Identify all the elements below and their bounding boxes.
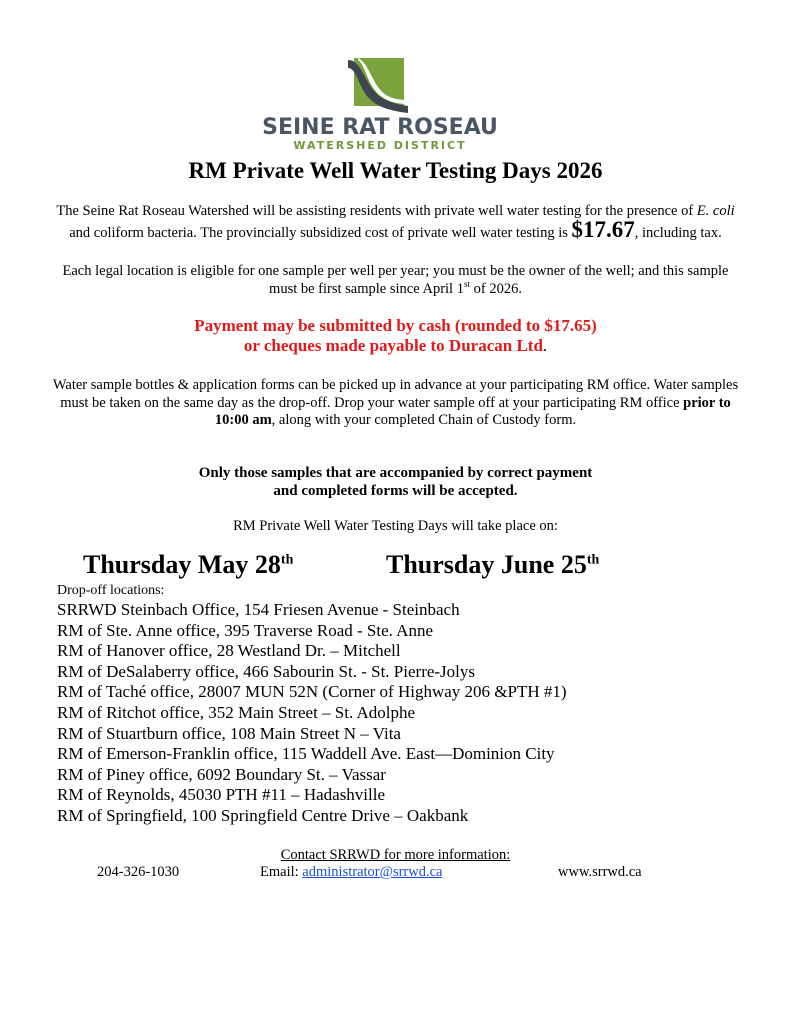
contact-phone: 204-326-1030 bbox=[97, 864, 180, 880]
eligibility-text: Each legal location is eligible for one sample per well per year; you must be the owner of the well; and this sample must be first sample since April 1 bbox=[62, 263, 729, 297]
location-item: RM of Springfield, 100 Springfield Centre Drive – Oakbank bbox=[57, 805, 469, 825]
location-item: RM of Ste. Anne office, 395 Traverse Road - Ste. Anne bbox=[57, 620, 434, 640]
eligibility-text-end: of 2026. bbox=[473, 280, 522, 297]
date-may-sup: th bbox=[280, 552, 294, 568]
contact-title: Contact SRRWD for more information: bbox=[280, 847, 511, 863]
dropoff-locations-list bbox=[57, 600, 567, 827]
intro-line3: , including tax. bbox=[634, 224, 722, 241]
contact-website: www.srrwd.ca bbox=[558, 864, 642, 880]
contact-email bbox=[260, 864, 442, 881]
location-item: RM of Emerson-Franklin office, 115 Waddell Ave. East—Dominion City bbox=[57, 744, 555, 764]
dropoff-title: Drop-off locations: bbox=[57, 583, 165, 598]
intro-paragraph bbox=[50, 203, 741, 242]
srrwd-logo bbox=[250, 58, 510, 153]
payment-notice bbox=[0, 316, 791, 356]
payment-line2: or cheques made payable to Duracan Ltd bbox=[243, 336, 543, 355]
pickup-text: Water sample bottles & application forms can be picked up in advance at your participating RM office. Water samples must be taken on the same day as the drop-off. Drop your water sample off at your participating RM office bbox=[52, 377, 739, 411]
acceptance-line1: Only those samples that are accompanied by correct payment bbox=[198, 465, 593, 481]
email-link[interactable]: administrator@srrwd.ca bbox=[302, 864, 443, 880]
logo-name: SEINE RAT ROSEAU bbox=[262, 115, 498, 140]
location-item: RM of Hanover office, 28 Westland Dr. – Mitchell bbox=[57, 641, 401, 661]
email-label: Email: bbox=[260, 864, 299, 880]
logo-subtitle: WATERSHED DISTRICT bbox=[293, 139, 467, 152]
payment-period: . bbox=[542, 336, 548, 355]
location-item: SRRWD Steinbach Office, 154 Friesen Avenue - Steinbach bbox=[57, 600, 460, 619]
pickup-deadline: prior to 10:00 am bbox=[214, 394, 731, 428]
intro-line2: and coliform bacteria. The provincially subsidized cost of private well water testing is bbox=[69, 224, 568, 241]
location-item: RM of Piney office, 6092 Boundary St. – Vassar bbox=[57, 764, 386, 784]
testing-dates bbox=[0, 550, 791, 586]
acceptance-notice bbox=[50, 464, 741, 500]
intro-line1: The Seine Rat Roseau Watershed will be assisting residents with private well water testing for the presence of bbox=[56, 203, 694, 219]
location-item: RM of Taché office, 28007 MUN 52N (Corner of Highway 206 &PTH #1) bbox=[57, 682, 567, 702]
watershed-logo-icon bbox=[348, 58, 408, 113]
date-june-sup: th bbox=[586, 552, 600, 568]
eligibility-sup: st bbox=[463, 278, 470, 289]
price: $17.67 bbox=[571, 216, 635, 242]
date-may bbox=[83, 550, 293, 580]
acceptance-line2: and completed forms will be accepted. bbox=[273, 483, 518, 499]
pickup-paragraph bbox=[50, 377, 741, 430]
payment-line1: Payment may be submitted by cash (rounded to $17.65) bbox=[194, 316, 597, 335]
location-item: RM of DeSalaberry office, 466 Sabourin St. - St. Pierre-Jolys bbox=[57, 661, 476, 681]
page-title: RM Private Well Water Testing Days 2026 bbox=[188, 158, 603, 183]
ecoli-text: E. coli bbox=[696, 203, 735, 219]
eligibility-paragraph bbox=[50, 263, 741, 298]
location-item: RM of Reynolds, 45030 PTH #11 – Hadashville bbox=[57, 785, 386, 805]
location-item: RM of Stuartburn office, 108 Main Street N – Vita bbox=[57, 723, 401, 743]
pickup-text-end: , along with your completed Chain of Custody form. bbox=[271, 412, 577, 428]
date-may-text: Thursday May 28 bbox=[83, 550, 281, 579]
date-june-text: Thursday June 25 bbox=[386, 550, 587, 579]
date-june bbox=[386, 550, 599, 580]
location-item: RM of Ritchot office, 352 Main Street – St. Adolphe bbox=[57, 702, 416, 722]
schedule-intro: RM Private Well Water Testing Days will take place on: bbox=[233, 518, 558, 534]
